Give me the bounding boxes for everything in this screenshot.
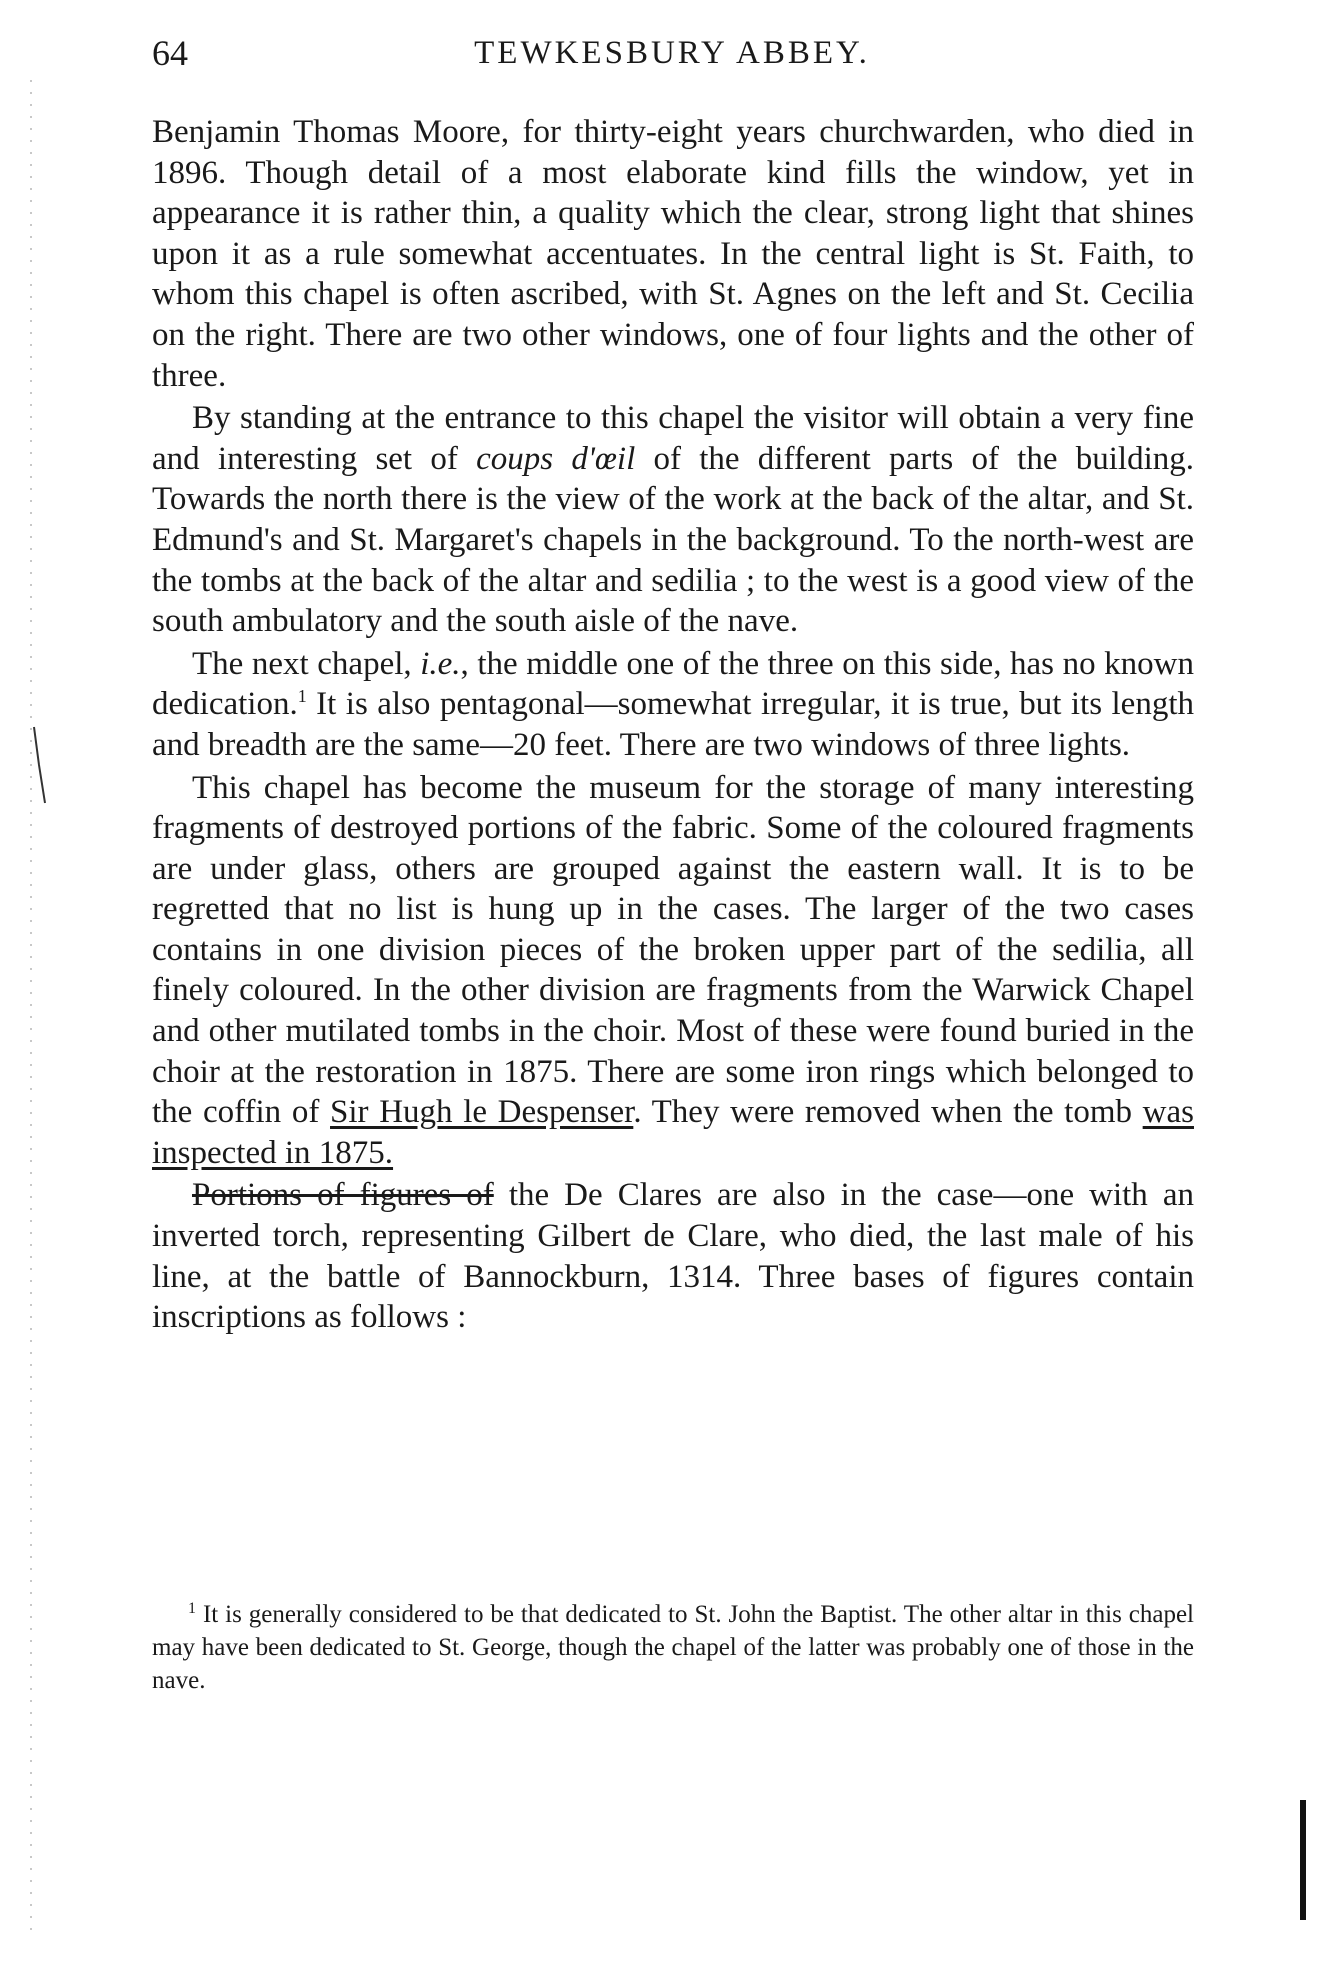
coups-doeil-italic: coups d'œil [476, 440, 636, 477]
footnote [152, 1598, 1194, 1697]
paragraph-1-text: Benjamin Thomas Moore, for thirty-eight years churchwarden, who died in 1896. Though detail of a most elaborate kind fills the window, yet in appearance it is rather thin, a quality which the clear, strong light that shines upon it as a rule somewhat accentuates. In the central light is St. Faith, to whom this chapel is often ascribed, with St. Agnes on the left and St. Cecilia on the right. There are two other windows, one of four lights and the other of three. [152, 114, 1194, 394]
page-number: 64 [152, 33, 188, 73]
paragraph-3-text-middle: , the middle one of the three on this side, has no known dedication. [152, 645, 1195, 723]
footnote-paragraph [152, 1598, 1194, 1697]
margin-dotted-line [28, 80, 34, 1940]
paragraph-2 [152, 398, 1194, 642]
paragraph-5 [152, 1175, 1194, 1337]
running-head [152, 28, 1192, 78]
paragraph-4 [152, 768, 1194, 1174]
paragraph-5-text: the De Clares are also in the case—one with an inverted torch, representing Gilbert de Clare, who died, the last male of his line, at the battle of Bannockburn, 1314. Three bases of figures contain inscriptions as follows : [152, 1177, 1194, 1336]
running-title: TEWKESBURY ABBEY. [474, 35, 870, 71]
page-edge-mark [1300, 1800, 1306, 1920]
underlined-phrase: was inspected in 1875. [152, 1094, 1194, 1171]
paragraph-2-text-start: By standing at the entrance to this chapel the visitor will obtain a very fine and interesting set of [152, 400, 1194, 477]
pencil-mark [30, 725, 50, 805]
body-text [152, 112, 1194, 1338]
paragraph-2-text-end: of the different parts of the building. Towards the north there is the view of the work at the back of the altar, and St. Edmund's and St. Margaret's chapels in the background. To the north-west are the tombs at the back of the altar and sedilia ; to the west is a good view of the south ambulatory and the south aisle of the nave. [152, 440, 1195, 640]
paragraph-1 [152, 112, 1194, 396]
footnote-text: It is generally considered to be that dedicated to St. John the Baptist. The other altar in this chapel may have been dedicated to St. George, though the chapel of the latter was probably one of those in the nave. [152, 1601, 1194, 1694]
footnote-reference: 1 [297, 686, 307, 707]
paragraph-3 [152, 644, 1194, 766]
paragraph-4-text-middle: . They were removed when the tomb [633, 1094, 1143, 1131]
ie-italic: i.e. [420, 645, 461, 682]
paragraph-4-text-start: This chapel has become the museum for the storage of many interesting fragments of destroyed portions of the fabric. Some of the coloured fragments are under glass, others are grouped against the eastern wall. It is to be regretted that no list is hung up in the cases. The larger of the two cases contains in one division pieces of the broken upper part of the sedilia, all finely coloured. In the other division are fragments from the Warwick Chapel and other mutilated tombs in the choir. Most of these were found buried in the choir at the restoration in 1875. There are some iron rings which belonged to the coffin of [152, 769, 1194, 1131]
footnote-marker: 1 [188, 1600, 196, 1617]
underlined-name: Sir Hugh le Despenser [330, 1094, 634, 1131]
paragraph-3-text-end: It is also pentagonal—somewhat irregular, it is true, but its length and breadth are the same—20 feet. There are two windows of three lights. [152, 686, 1194, 763]
paragraph-3-text-start: The next chapel, [192, 645, 421, 682]
struck-through-phrase: Portions of figures of [192, 1177, 494, 1214]
